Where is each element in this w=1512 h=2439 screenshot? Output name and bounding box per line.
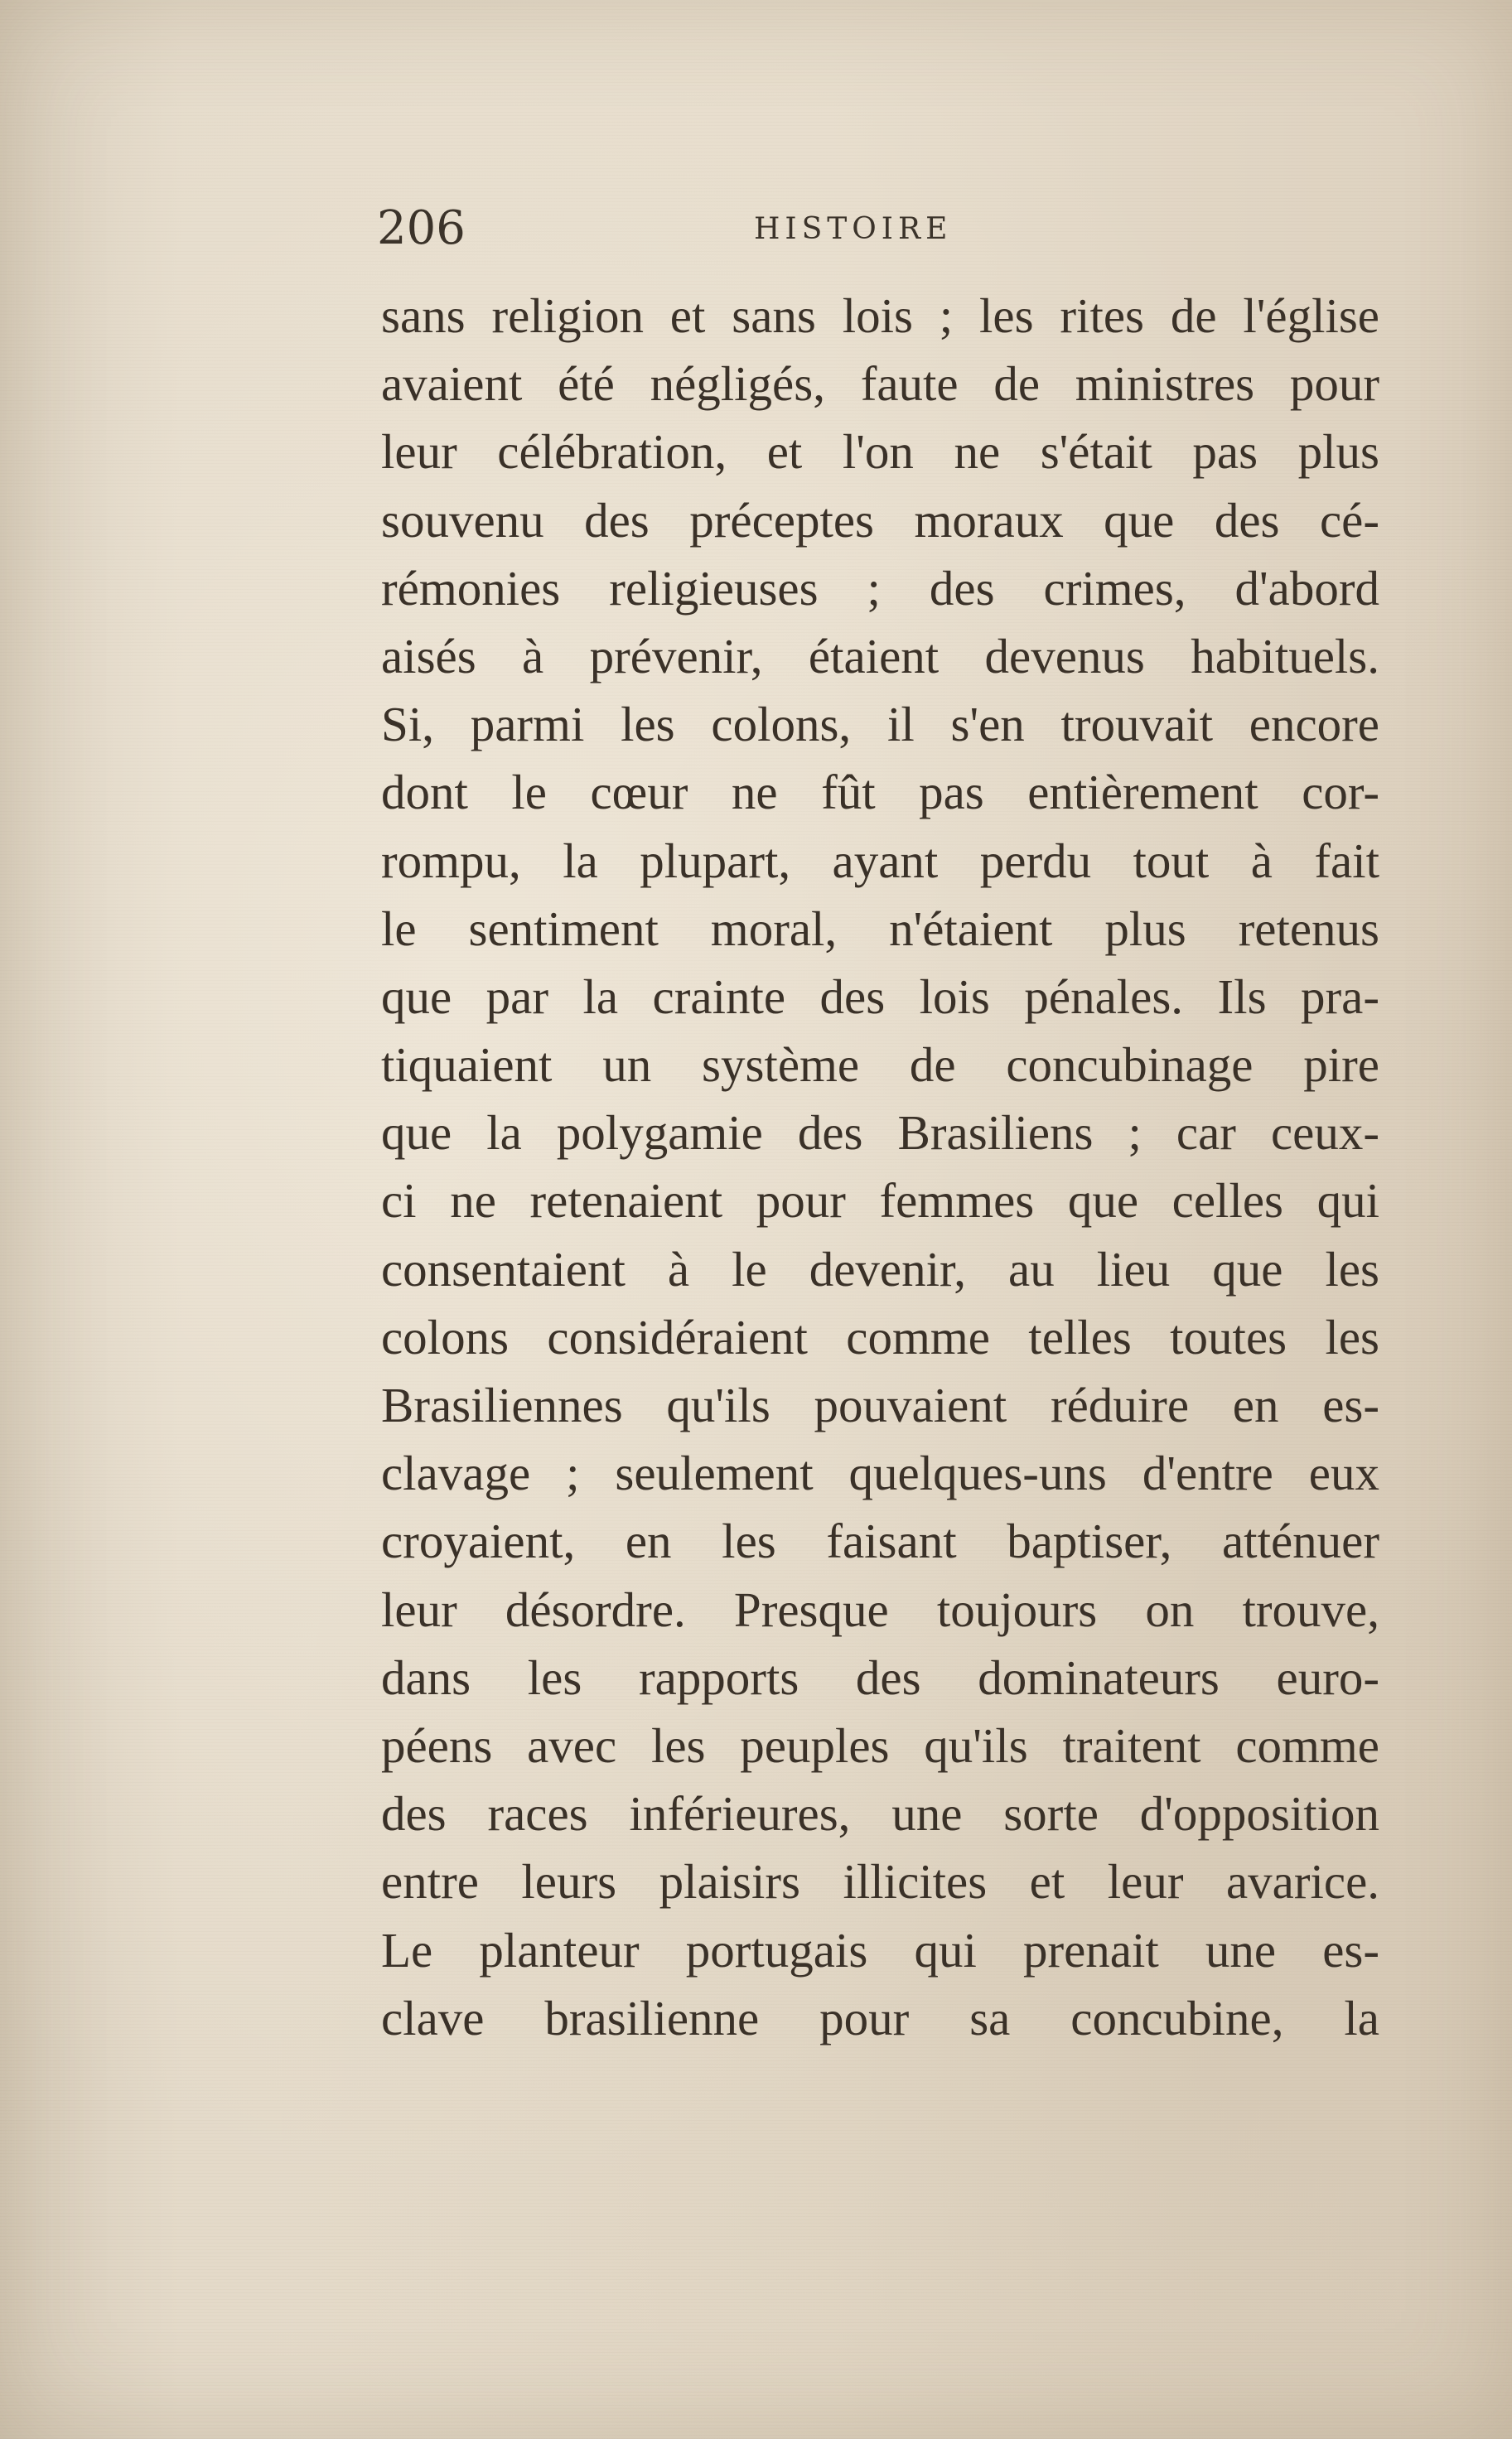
text-line: souvenu des préceptes moraux que des cé-: [381, 492, 1379, 548]
text-line: Le planteur portugais qui prenait une es-: [381, 1922, 1379, 1978]
text-line: Si, parmi les colons, il s'en trouvait encore: [381, 697, 1379, 752]
text-line: colons considéraient comme telles toutes les: [381, 1309, 1379, 1364]
text-line: que par la crainte des lois pénales. Ils pra-: [381, 968, 1379, 1024]
text-line: rompu, la plupart, ayant perdu tout à fait: [381, 833, 1379, 888]
body-text: [381, 282, 1379, 2052]
text-line: entre leurs plaisirs illicites et leur avarice.: [381, 1854, 1379, 1910]
text-line: clavage ; seulement quelques-uns d'entre eux: [381, 1446, 1379, 1501]
text-line: consentaient à le devenir, au lieu que les: [381, 1241, 1379, 1297]
text-line: ci ne retenaient pour femmes que celles qui: [381, 1173, 1379, 1229]
text-line: leur désordre. Presque toujours on trouve,: [381, 1582, 1379, 1637]
page-number: 206: [377, 201, 466, 255]
text-line: dans les rapports des dominateurs euro-: [381, 1649, 1379, 1705]
text-line: tiquaient un système de concubinage pire: [381, 1037, 1379, 1093]
text-line: des races inférieures, une sorte d'opposition: [381, 1786, 1379, 1842]
text-line: sans religion et sans lois ; les rites de l'église: [381, 288, 1379, 343]
text-line: Brasiliennes qu'ils pouvaient réduire en es-: [381, 1378, 1379, 1432]
text-line: croyaient, en les faisant baptiser, atténuer: [381, 1514, 1379, 1569]
running-head: HISTOIRE: [754, 212, 953, 246]
page-header: [377, 196, 1379, 262]
text-line: péens avec les peuples qu'ils traitent comme: [381, 1717, 1379, 1773]
text-line: rémonies religieuses ; des crimes, d'abord: [381, 560, 1379, 616]
text-line: que la polygamie des Brasiliens ; car ceux-: [381, 1105, 1379, 1161]
text-line: clave brasilienne pour sa concubine, la: [381, 1990, 1379, 2045]
text-line: leur célébration, et l'on ne s'était pas plus: [381, 424, 1379, 480]
text-line: avaient été négligés, faute de ministres pour: [381, 356, 1379, 412]
text-line: dont le cœur ne fût pas entièrement cor-: [381, 765, 1379, 820]
text-line: le sentiment moral, n'étaient plus retenus: [381, 901, 1379, 956]
text-line: aisés à prévenir, étaient devenus habituels.: [381, 628, 1379, 683]
